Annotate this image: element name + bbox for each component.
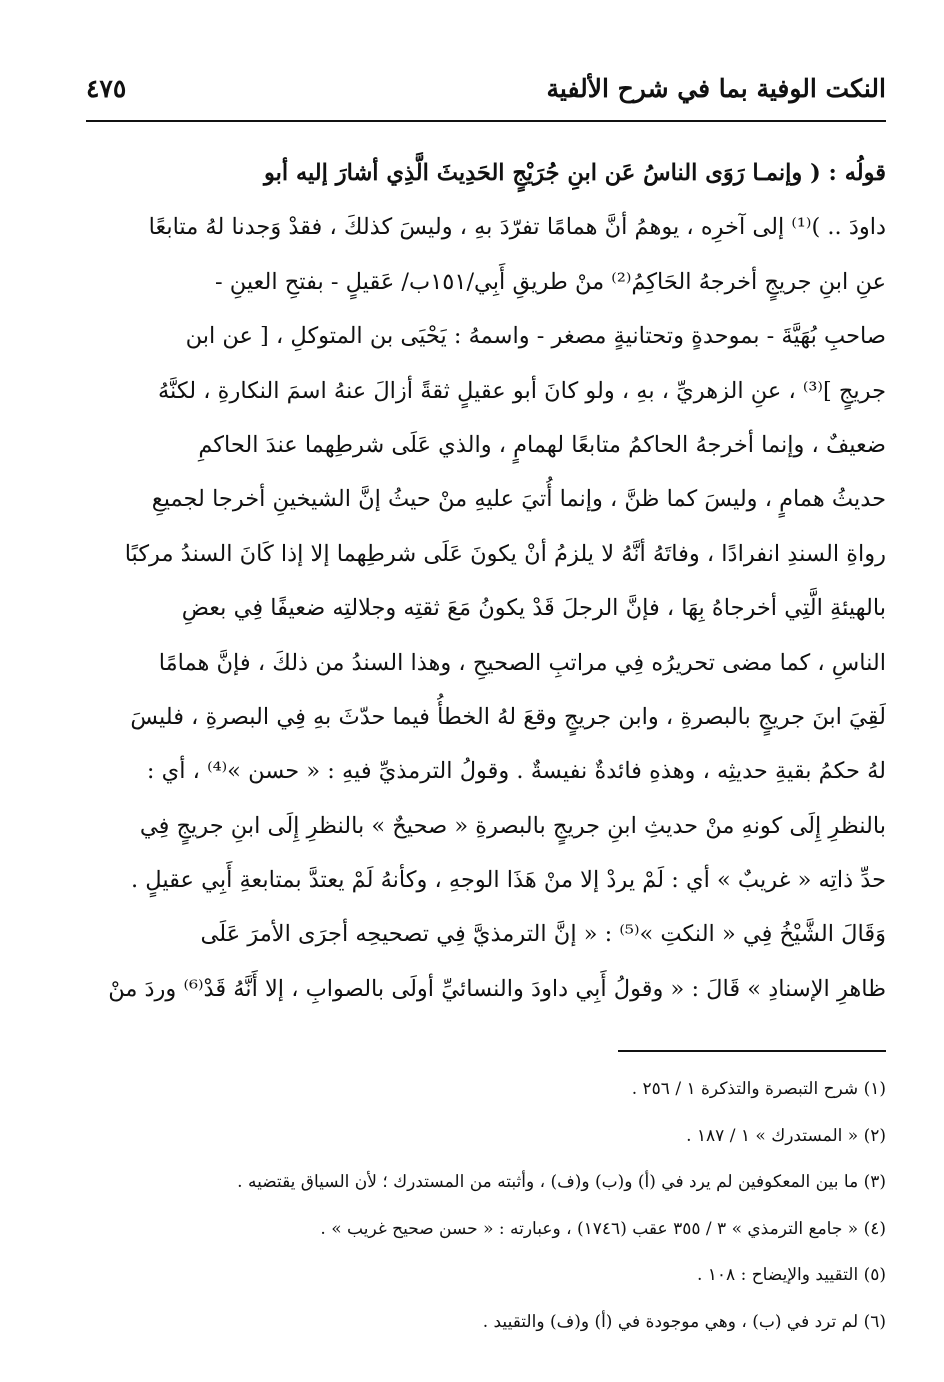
text-line: بالنظرِ إِلَى كونهِ منْ حديثِ ابنِ جريجٍ بالبصرةِ « صحيحٌ » بالنظرِ إِلَى ابنِ جريجٍ فِي — [139, 812, 886, 839]
text-line: قولُه : ( وإنمـا رَوَى الناسُ عَن ابنِ جُرَيْجٍ الحَدِيثَ الَّذِي أشارَ إليه أبو — [263, 160, 886, 186]
footnote-rule — [618, 1050, 886, 1052]
footnote: (٢) « المستدرك » ١ / ١٨٧ . — [686, 1125, 886, 1146]
footnote: (٥) التقييد والإيضاح : ١٠٨ . — [696, 1265, 886, 1285]
text-line: جريجٍ ]⁽³⁾ ، عنِ الزهريِّ ، بهِ ، ولو كانَ أبو عقيلٍ ثقةً أزالَ عنهُ اسمَ النكارةِ ، لكنَّهُ — [157, 377, 886, 404]
running-title: النكت الوفية بما في شرح الألفية — [546, 74, 886, 103]
text-line: وَقَالَ الشَّيْخُ فِي « النكتِ »⁽⁵⁾ : « إنَّ الترمذيَّ فِي تصحيحِه أجرَى الأمرَ عَلَى — [200, 921, 886, 948]
text-line: حدِّ ذاتِه « غريبٌ » أي : لَمْ يردْ إلا منْ هَذَا الوجهِ ، وكأنهُ لَمْ يعتدَّ بمتابعةِ أَبِي عقيلٍ . — [130, 867, 886, 894]
text-line: صاحبِ بُهَيَّةَ - بموحدةٍ وتحتانيةٍ مصغر - واسمهُ : يَحْيَى بن المتوكلِ ، [ عن ابن — [185, 323, 886, 350]
text-line: داودَ .. )⁽¹⁾ إلى آخرِه ، يوهمُ أنَّ همامًا تفرّدَ بهِ ، وليسَ كذلكَ ، فقدْ وَجدنا لهُ متابعًا — [148, 214, 886, 241]
footnote: (١) شرح التبصرة والتذكرة ١ / ٢٥٦ . — [631, 1079, 886, 1099]
page-number: ٤٧٥ — [86, 74, 127, 103]
text-line: ضعيفٌ ، وإنما أخرجهُ الحاكمُ متابعًا لهمامٍ ، والذي عَلَى شرطِهما عندَ الحاكمِ — [198, 431, 886, 458]
text-line: ظاهرِ الإسنادِ » قَالَ : « وقولُ أَبِي داودَ والنسائيِّ أولَى بالصوابِ ، إلا أَنَّهُ قَدْ⁽⁶⁾ وردَ منْ — [108, 975, 886, 1002]
footnote: (٤) « جامع الترمذي » ٣ / ٣٥٥ عقب (١٧٤٦) ، وعبارته : « حسن صحيح غريب » . — [320, 1218, 886, 1239]
footnote: (٦) لم ترد في (ب) ، وهي موجودة في (أ) و(ف) والتقييد . — [482, 1311, 886, 1332]
footnotes — [104, 1066, 886, 1345]
text-line: رواةِ السندِ انفرادًا ، وفاتَهُ أنَّهُ لا يلزمُ أنْ يكونَ عَلَى شرطِهما إلا إذا كَانَ السندُ مركبًا — [124, 540, 886, 567]
text-line: الناسِ ، كما مضى تحريرُه فِي مراتبِ الصحيحِ ، وهذا السندُ من ذلكَ ، فإنَّ همامًا — [158, 649, 886, 676]
text-line: بالهيئةِ الَّتِي أخرجاهُ بِهَا ، فإنَّ الرجلَ قَدْ يكونُ مَعَ ثقتِه وجلالتِه ضعيفًا فِي بعضِ — [181, 595, 886, 622]
text-line: لهُ حكمُ بقيةِ حديثِه ، وهذهِ فائدةٌ نفيسةٌ . وقولُ الترمذيِّ فيهِ : « حسن »⁽⁴⁾ ، أي : — [146, 758, 886, 785]
text-line: عنِ ابنِ جريجٍ أخرجهُ الحَاكِمُ⁽²⁾ منْ طريقِ أَبِي/١٥١ب/ عَقيلٍ - بفتحِ العينِ - — [214, 268, 886, 295]
footnote: (٣) ما بين المعكوفين لم يرد في (أ) و(ب) و(ف) ، وأثبته من المستدرك ؛ لأن السياق يقتضيه . — [237, 1172, 886, 1192]
header-rule — [86, 120, 886, 122]
text-line: لَقِيَ ابنَ جريجٍ بالبصرةِ ، وابن جريجٍ وقعَ لهُ الخطأُ فيما حدّثَ بهِ فِي البصرةِ ، فليسَ — [130, 703, 886, 730]
page-header — [86, 70, 886, 122]
main-text — [104, 146, 886, 1016]
text-line: حديثُ همامٍ ، وليسَ كما ظنَّ ، وإنما أُتيَ عليهِ منْ حيثُ إنَّ الشيخينِ أخرجا لجميعِ — [151, 486, 886, 513]
